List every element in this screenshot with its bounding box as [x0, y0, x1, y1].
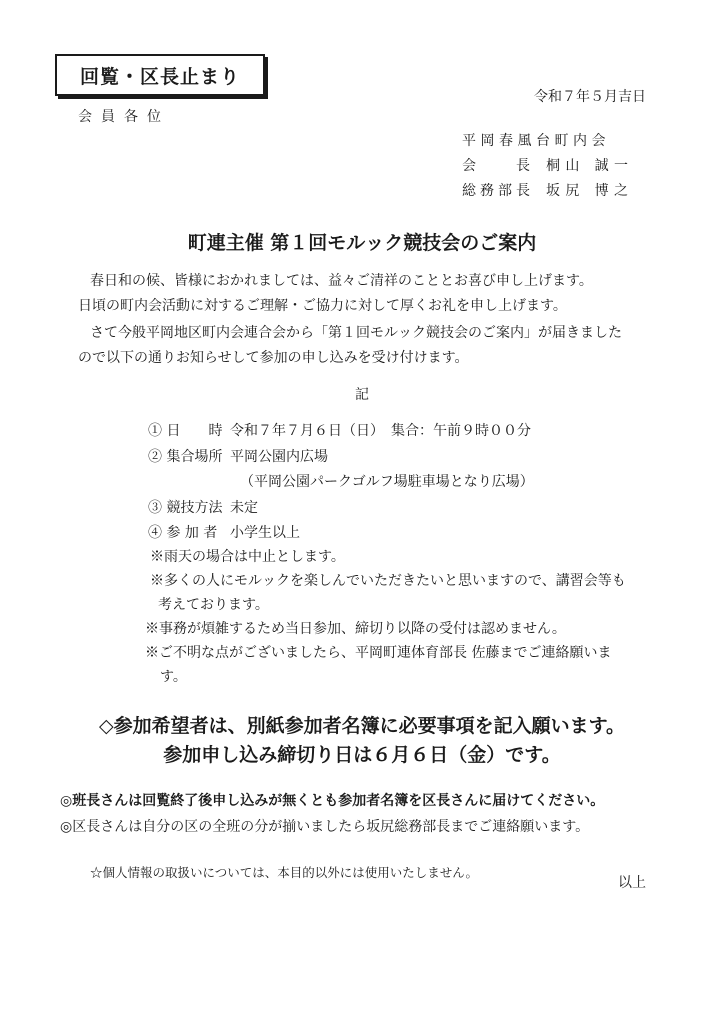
item-label: ④ 参 加 者	[148, 525, 218, 541]
sender-role: 会長	[462, 158, 530, 174]
item-value: 令和７年７月６日（日） 集合：午前９時００分	[230, 423, 531, 439]
item-participants	[148, 522, 300, 542]
body-paragraph: さて今般平岡地区町内会連合会から「第１回モルック競技会のご案内」が届きました	[90, 325, 622, 341]
addressee: 会員各位	[78, 109, 170, 125]
item-value: 平岡公園内広場	[230, 449, 328, 465]
body-paragraph: 春日和の候、皆様におかれましては、益々ご清祥のこととお喜び申し上げます。	[90, 273, 593, 289]
sender-general-affairs	[462, 180, 628, 200]
note-item: ※ご不明な点がございましたら、平岡町連体育部長 佐藤までご連絡願いま	[145, 645, 612, 661]
item-value: 未定	[230, 500, 258, 516]
body-paragraph: ので以下の通りお知らせして参加の申し込みを受け付けます。	[78, 350, 469, 366]
issue-date: 令和７年５月吉日	[534, 89, 646, 105]
note-item: ※多くの人にモルックを楽しんでいただきたいと思いますので、講習会等も	[150, 573, 626, 589]
note-item: 考えております。	[158, 597, 269, 613]
deadline-notice: 参加申し込み締切り日は６月６日（金）です。	[163, 744, 561, 766]
circulation-stamp: 回覧・区長止まり	[55, 54, 265, 96]
note-item: ※雨天の場合は中止とします。	[150, 549, 345, 565]
note-item: す。	[160, 669, 187, 685]
note-item: ※事務が煩雑するため当日参加、締切り以降の受付は認めません。	[145, 621, 566, 637]
ki-mark: 記	[355, 387, 369, 403]
item-place	[148, 446, 328, 466]
body-paragraph: 日頃の町内会活動に対するご理解・ご協力に対して厚くお礼を申し上げます。	[78, 298, 567, 314]
item-label: ② 集合場所	[148, 449, 223, 465]
sender-name: 桐山 誠一	[546, 158, 628, 174]
sender-name: 坂尻 博之	[546, 183, 628, 199]
item-date	[148, 420, 531, 440]
sender-role: 総務部長	[462, 183, 530, 199]
team-leader-note: ◎班長さんは回覧終了後申し込みが無くとも参加者名簿を区長さんに届けてください。	[60, 793, 605, 809]
sender-chairman	[462, 155, 628, 175]
application-instruction: ◇参加希望者は、別紙参加者名簿に必要事項を記入願います。	[98, 715, 626, 737]
privacy-note: ☆個人情報の取扱いについては、本目的以外には使用いたしません。	[90, 865, 479, 880]
district-head-note: ◎区長さんは自分の区の全班の分が揃いましたら坂尻総務部長までご連絡願います。	[60, 819, 590, 835]
item-value: 小学生以上	[230, 525, 300, 541]
item-place-detail: （平岡公園パークゴルフ場駐車場となり広場）	[240, 474, 534, 490]
item-label: ① 日 時	[148, 423, 223, 439]
closing-mark: 以上	[618, 875, 646, 891]
item-method	[148, 497, 258, 517]
document-title: 町連主催 第１回モルック競技会のご案内	[187, 232, 537, 254]
item-label: ③ 競技方法	[148, 500, 223, 516]
organization-name: 平岡春風台町内会	[462, 133, 610, 149]
